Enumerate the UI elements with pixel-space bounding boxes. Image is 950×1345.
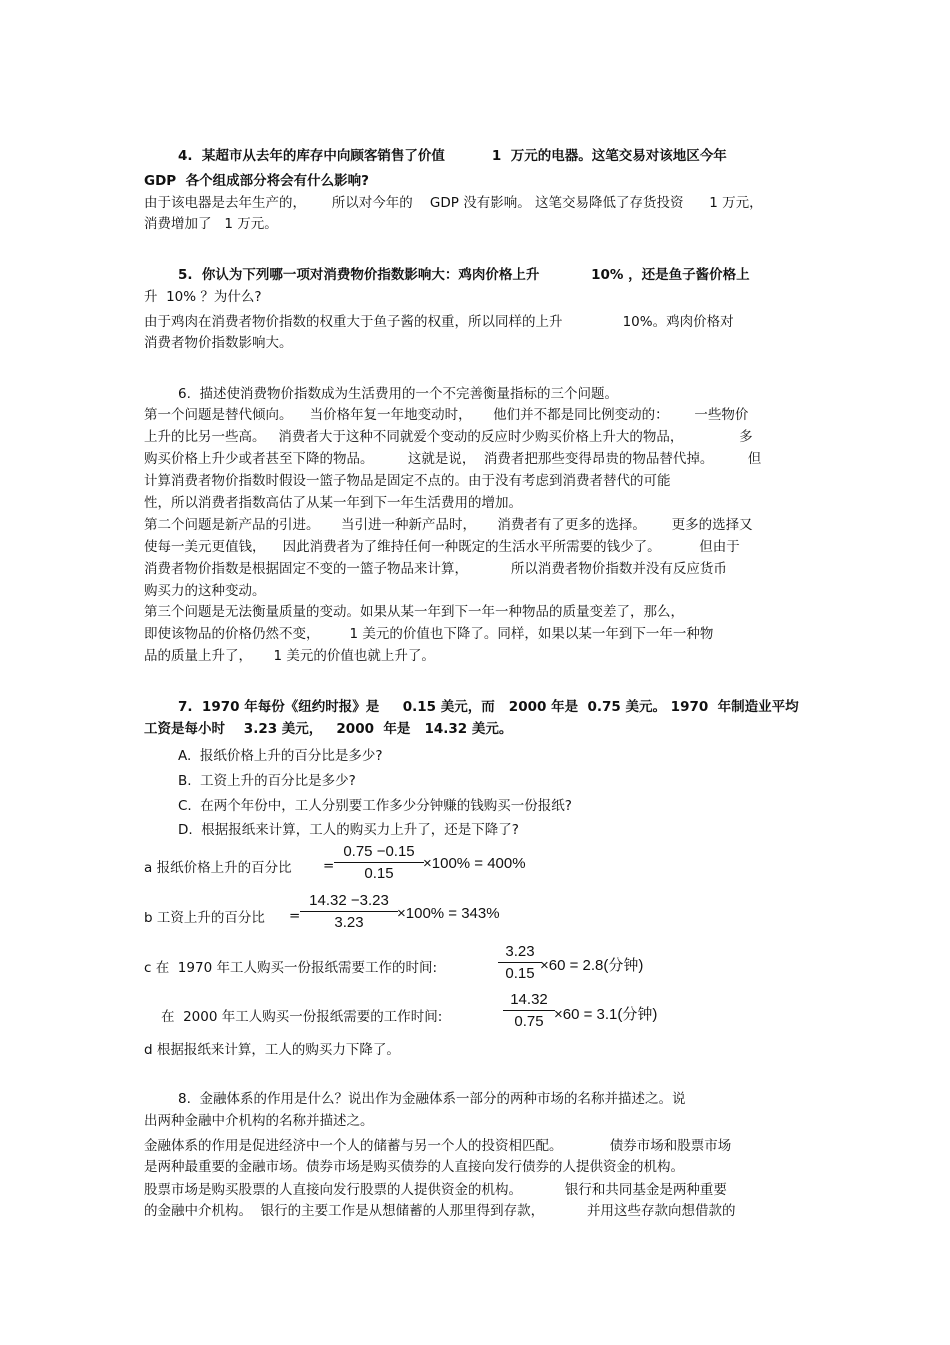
q5-line-1: 5. 你认为下列哪一项对消费物价指数影响大：鸡肉价格上升 10% ，还是鱼子酱价格上 xyxy=(178,267,750,283)
q4-answer-2: 消费增加了 1 万元。 xyxy=(144,216,278,232)
q8-answer-line: 股票市场是购买股票的人直接向发行股票的人提供资金的机构。 银行和共同基金是两种重要 xyxy=(144,1182,727,1198)
fraction-bar xyxy=(300,911,398,912)
q6-answer-line: 购买力的这种变动。 xyxy=(144,583,266,599)
formula-b-equals: = xyxy=(289,908,301,924)
q6-answer-line: 性，所以消费者指数高估了从某一年到下一年生活费用的增加。 xyxy=(144,495,522,511)
q6-line-1: 6. 描述使消费物价指数成为生活费用的一个不完善衡量指标的三个问题。 xyxy=(178,386,618,402)
q5-answer-1: 由于鸡肉在消费者物价指数的权重大于鱼子酱的权重，所以同样的上升 10%。鸡肉价格对 xyxy=(144,314,734,330)
fraction-bar xyxy=(503,1010,555,1011)
q6-answer-line: 使每一美元更值钱， 因此消费者为了维持任何一种既定的生活水平所需要的钱少了。 但由于 xyxy=(144,539,740,555)
q7-line-2: 工资是每小时 3.23 美元， 2000 年是 14.32 美元。 xyxy=(144,721,513,737)
formula-c-fraction xyxy=(498,943,542,982)
q8-answer-line: 是两种最重要的金融市场。债券市场是购买债券的人直接向发行债券的人提供资金的机构。 xyxy=(144,1159,684,1175)
formula-c-numerator: 3.23 xyxy=(505,943,535,960)
formula-c2-numerator: 14.32 xyxy=(510,991,548,1008)
q7-sub-d: D. 根据报纸来计算，工人的购买力上升了，还是下降了? xyxy=(178,822,519,838)
q7-sub-b: B. 工资上升的百分比是多少? xyxy=(178,773,356,789)
fraction-bar xyxy=(498,962,542,963)
formula-b-denominator: 3.23 xyxy=(334,914,364,931)
q5-line-2: 升 10% ？为什么? xyxy=(144,289,262,305)
formula-c2-denominator: 0.75 xyxy=(514,1013,544,1030)
q8-answer-line: 金融体系的作用是促进经济中一个人的储蓄与另一个人的投资相匹配。 债券市场和股票市场 xyxy=(144,1138,732,1154)
q6-answer-line: 购买价格上升少或者甚至下降的物品。 这就是说， 消费者把那些变得昂贵的物品替代掉。 但 xyxy=(144,451,762,467)
q8-line-1: 8. 金融体系的作用是什么？说出作为金融体系一部分的两种市场的名称并描述之。说 xyxy=(178,1091,686,1107)
q6-answer-line: 第一个问题是替代倾向。 当价格年复一年地变动时， 他们并不都是同比例变动的： 一些物价 xyxy=(144,407,749,423)
formula-c-result: ×60 = 2.8(分钟) xyxy=(540,957,644,974)
q6-answer-line: 第三个问题是无法衡量质量的变动。如果从某一年到下一年一种物品的质量变差了，那么， xyxy=(144,604,684,620)
q8-line-2: 出两种金融中介机构的名称并描述之。 xyxy=(144,1113,374,1129)
q4-line-1: 4. 某超市从去年的库存中向顾客销售了价值 1 万元的电器。这笔交易对该地区今年 xyxy=(178,148,727,164)
fraction-bar xyxy=(334,862,424,863)
formula-c-label: c 在 1970 年工人购买一份报纸需要工作的时间: xyxy=(144,960,437,976)
q7-line-1: 7. 1970 年每份《纽约时报》是 0.15 美元，而 2000 年是 0.75 美元。 1970 年制造业平均 xyxy=(178,699,799,715)
q7-sub-a: A. 报纸价格上升的百分比是多少? xyxy=(178,748,383,764)
formula-a-denominator: 0.15 xyxy=(364,865,394,882)
formula-b-label: b 工资上升的百分比 xyxy=(144,910,265,926)
formula-a-equals: = xyxy=(323,858,335,874)
q7-sub-c: C. 在两个年份中，工人分别要工作多少分钟赚的钱购买一份报纸? xyxy=(178,798,572,814)
formula-c-denominator: 0.15 xyxy=(505,965,535,982)
q5-answer-2: 消费者物价指数影响大。 xyxy=(144,335,293,351)
q6-answer-line: 即使该物品的价格仍然不变， 1 美元的价值也下降了。同样，如果以某一年到下一年一种物 xyxy=(144,626,714,642)
formula-c2-result: ×60 = 3.1(分钟) xyxy=(554,1006,658,1023)
formula-c2-fraction xyxy=(503,991,555,1030)
q6-answer-line: 消费者物价指数是根据固定不变的一篮子物品来计算， 所以消费者物价指数并没有反应货币 xyxy=(144,561,727,577)
q4-line-2: GDP 各个组成部分将会有什么影响? xyxy=(144,173,369,189)
formula-c2-label: 在 2000 年工人购买一份报纸需要的工作时间: xyxy=(161,1009,443,1025)
formula-a-result: ×100% = 400% xyxy=(423,855,526,872)
q4-answer-1: 由于该电器是去年生产的， 所以对今年的 GDP 没有影响。 这笔交易降低了存货投资 1 万元， xyxy=(144,195,763,211)
formula-b-fraction xyxy=(300,892,398,931)
q6-answer-line: 第二个问题是新产品的引进。 当引进一种新产品时， 消费者有了更多的选择。 更多的选择又 xyxy=(144,517,753,533)
formula-b-result: ×100% = 343% xyxy=(397,905,500,922)
q6-answer-line: 计算消费者物价指数时假设一篮子物品是固定不点的。由于没有考虑到消费者替代的可能 xyxy=(144,473,671,489)
formula-a-fraction xyxy=(334,843,424,882)
formula-b-numerator: 14.32 −3.23 xyxy=(309,892,389,909)
formula-a-label: a 报纸价格上升的百分比 xyxy=(144,860,292,876)
formula-a-numerator: 0.75 −0.15 xyxy=(343,843,415,860)
q8-answer-line: 的金融中介机构。 银行的主要工作是从想储蓄的人那里得到存款， 并用这些存款向想借款的 xyxy=(144,1203,736,1219)
q7-answer-d: d 根据报纸来计算，工人的购买力下降了。 xyxy=(144,1042,400,1058)
q6-answer-line: 品的质量上升了， 1 美元的价值也就上升了。 xyxy=(144,648,435,664)
q6-answer-line: 上升的比另一些高。 消费者大于这种不同就爱个变动的反应时少购买价格上升大的物品， 多 xyxy=(144,429,753,445)
